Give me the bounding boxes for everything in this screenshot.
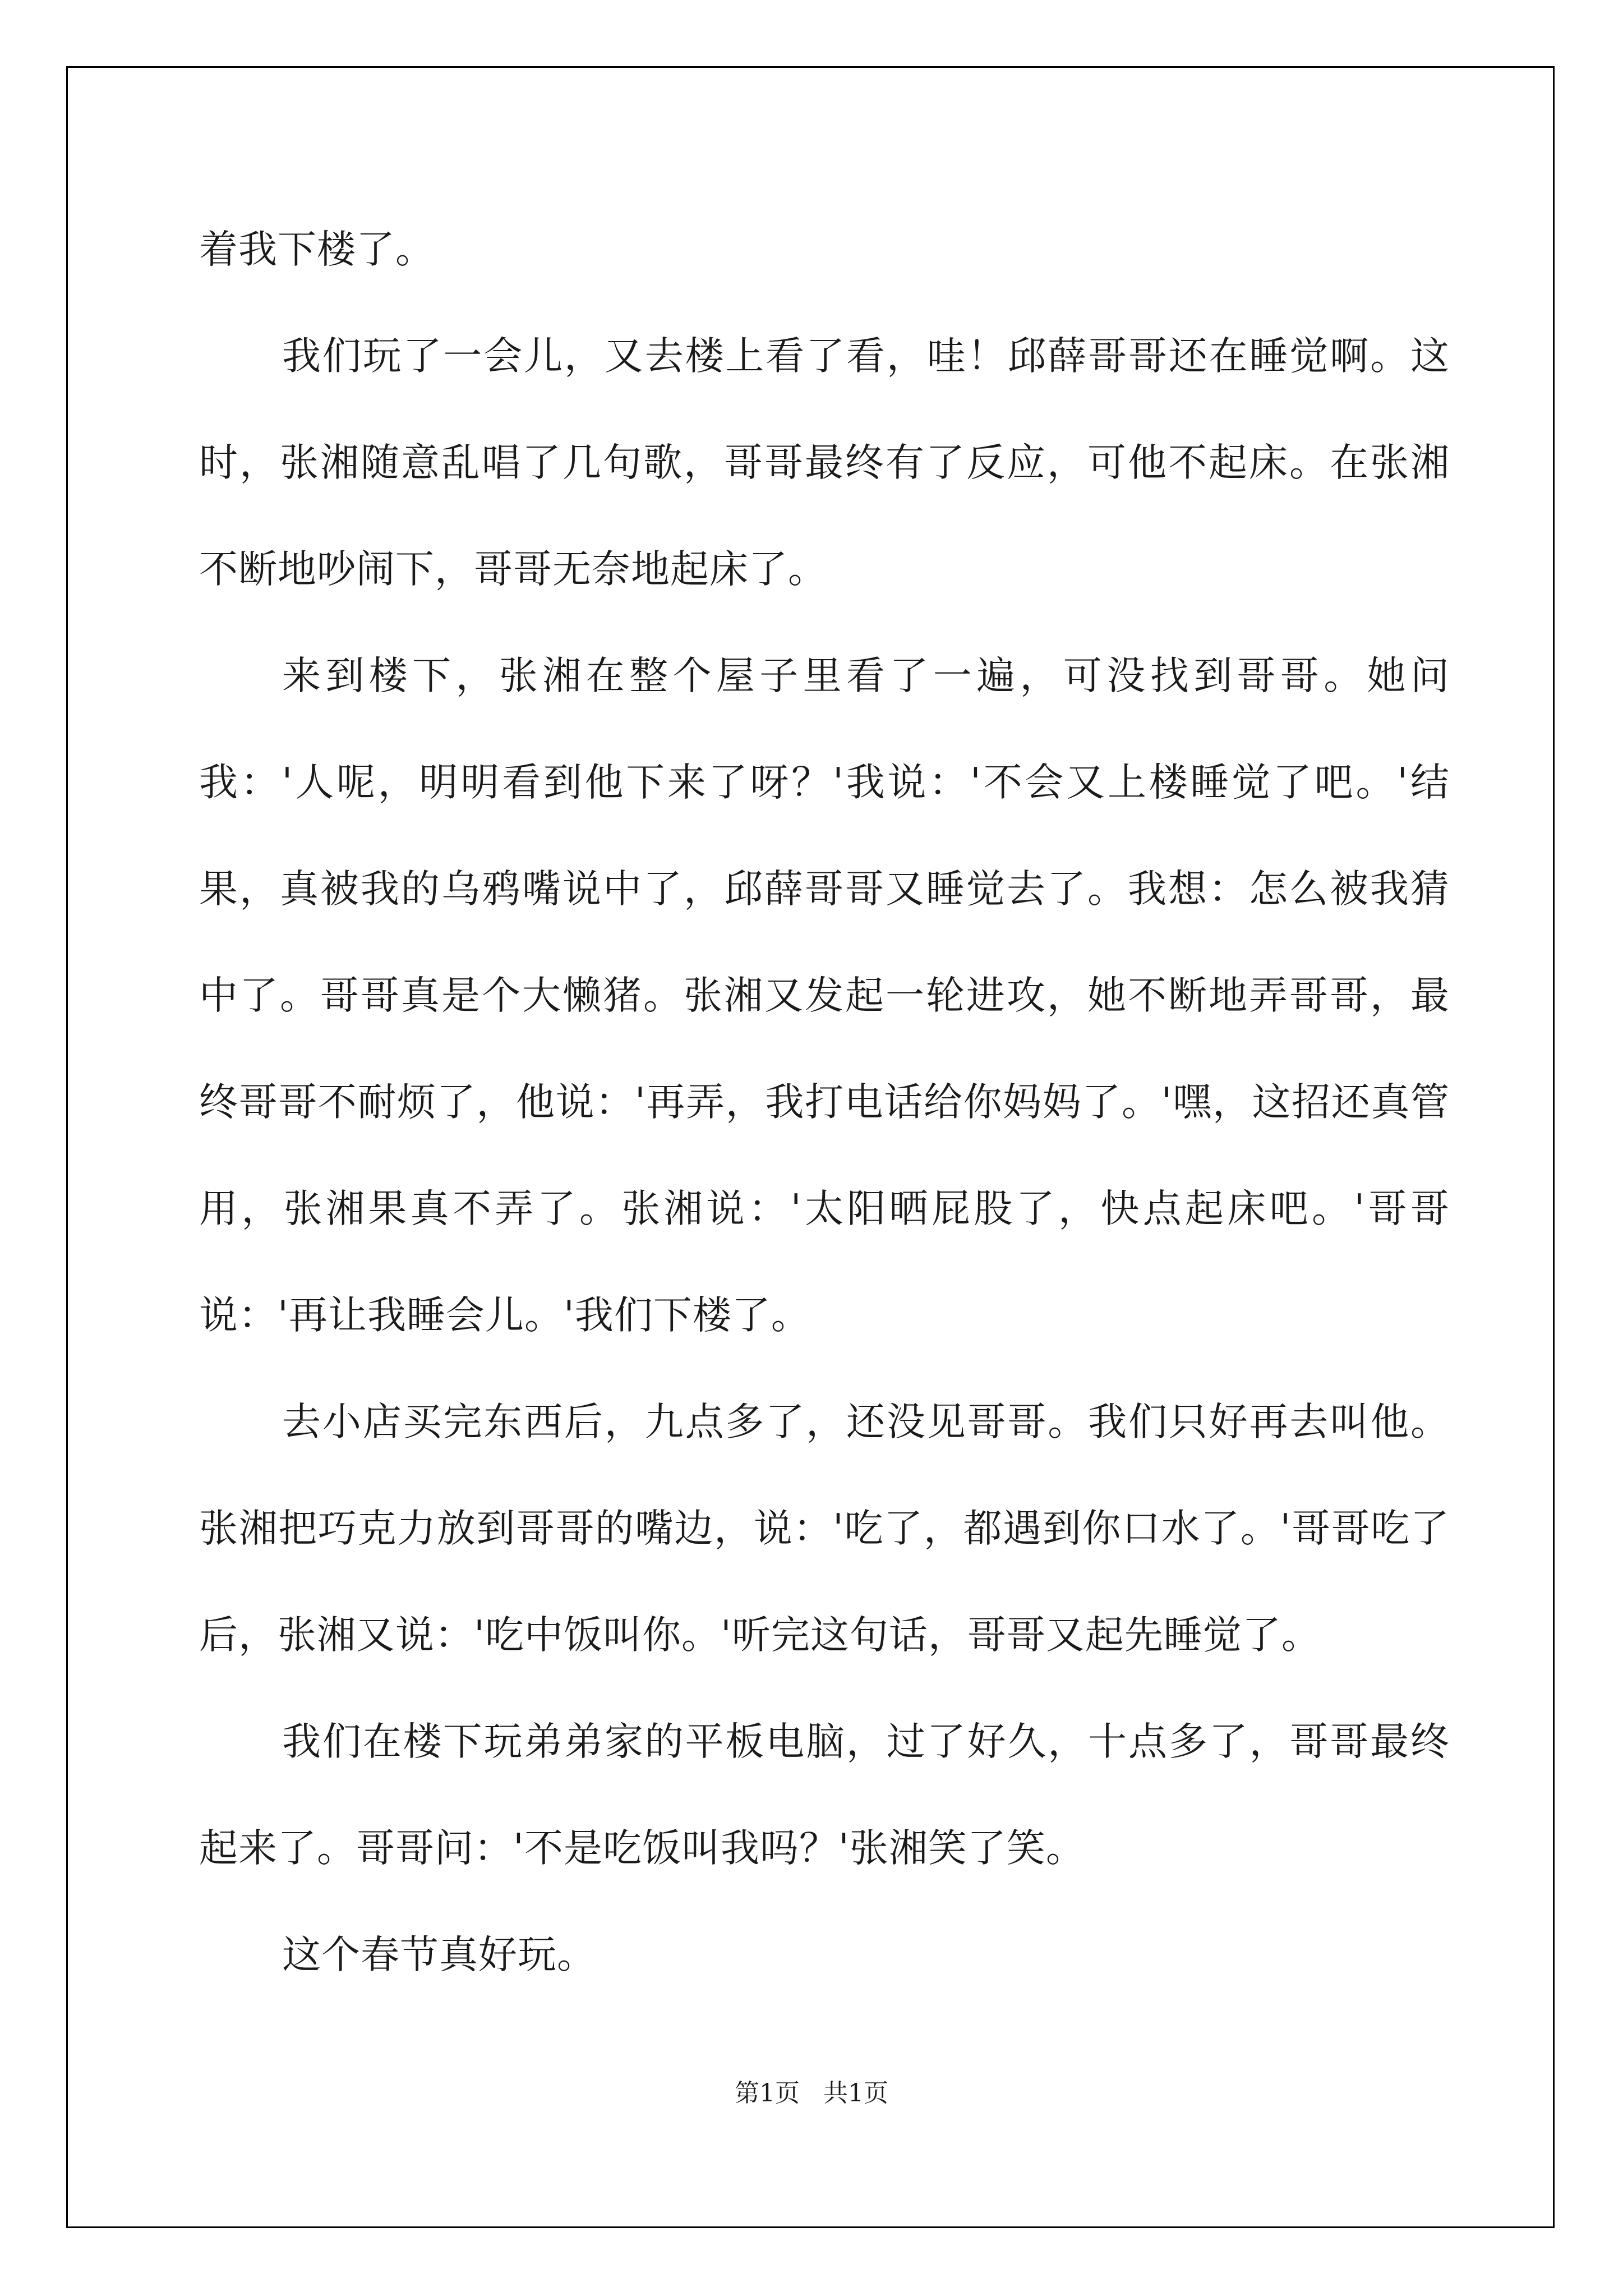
page-number-footer: 第1页 共1页 bbox=[735, 2079, 888, 2108]
paragraph-continuation: 着我下楼了。 bbox=[199, 227, 435, 272]
paragraph: 来到楼下，张湘在整个屋子里看了一遍，可没找到哥哥。她问我：'人呢，明明看到他下来了呀？'我说：'不会又上楼睡觉了吧。'结果，真被我的乌鸦嘴说中了，邱薛哥哥又睡觉去了。我想：怎么被我猜中了。哥哥真是个大懒猪。张湘又发起一轮进攻，她不断地弄哥哥，最终哥哥不耐烦了，他说：'再弄，我打电话给你妈妈了。'嘿，这招还真管用，张湘果真不弄了。张湘说：'太阳晒屁股了，快点起床吧。'哥哥说：'再让我睡会儿。'我们下楼了。 bbox=[199, 654, 1450, 1338]
paragraph: 这个春节真好玩。 bbox=[282, 1932, 596, 1977]
paragraph: 我们在楼下玩弟弟家的平板电脑，过了好久，十点多了，哥哥最终起来了。哥哥问：'不是吃饭叫我吗？'张湘笑了笑。 bbox=[199, 1719, 1450, 1871]
paragraph: 去小店买完东西后，九点多了，还没见哥哥。我们只好再去叫他。张湘把巧克力放到哥哥的嘴边，说：'吃了，都遇到你口水了。'哥哥吃了后，张湘又说：'吃中饭叫你。'听完这句话，哥哥又起先睡觉了。 bbox=[199, 1400, 1450, 1658]
document-body bbox=[199, 196, 1450, 2008]
paragraph: 我们玩了一会儿，又去楼上看了看，哇！邱薛哥哥还在睡觉啊。这时，张湘随意乱唱了几句歌，哥哥最终有了反应，可他不起床。在张湘不断地吵闹下，哥哥无奈地起床了。 bbox=[199, 334, 1450, 592]
